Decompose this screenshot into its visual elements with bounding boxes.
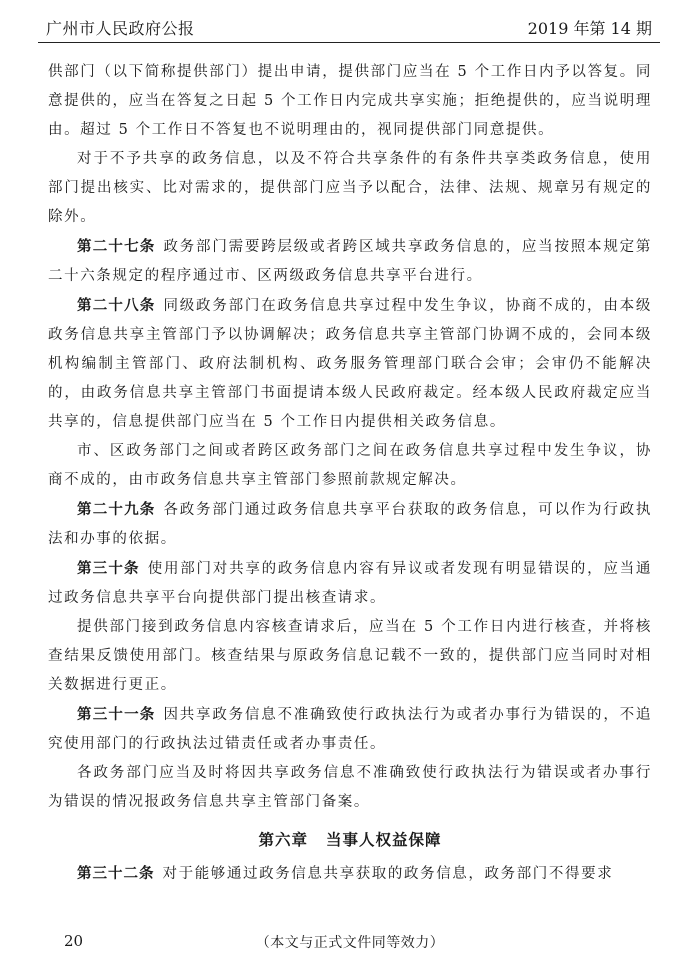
paragraph-text: 供部门（以下简称提供部门）提出申请，提供部门应当在 5 个工作日内予以答复。同意提供的，应当在答复之日起 5 个工作日内完成共享实施；拒绝提供的，应当说明理由。超过 5 个工作日不答复也不说明理由的，视同提供部门同意提供。 bbox=[48, 64, 652, 138]
paragraph-text: 政务部门需要跨层级或者跨区域共享政务信息的，应当按照本规定第二十六条规定的程序通过市、区两级政务信息共享平台进行。 bbox=[48, 239, 653, 284]
paragraph bbox=[48, 554, 652, 613]
article-number: 第三十一条 bbox=[77, 706, 156, 723]
paragraph bbox=[48, 495, 652, 554]
paragraph-text: 使用部门对共享的政务信息内容有异议或者发现有明显错误的，应当通过政务信息共享平台向提供部门提出核查请求。 bbox=[48, 561, 652, 606]
paragraph bbox=[48, 759, 652, 817]
paragraph bbox=[48, 700, 652, 759]
paragraph bbox=[48, 232, 652, 291]
footer-note: （本文与正式文件同等效力） bbox=[255, 935, 445, 951]
paragraph bbox=[48, 291, 652, 437]
article-number: 第二十七条 bbox=[77, 238, 156, 255]
paragraph-list bbox=[48, 58, 652, 817]
paragraph-text: 对于不予共享的政务信息，以及不符合共享条件的有条件共享类政务信息，使用部门提出核实、比对需求的，提供部门应当予以配合，法律、法规、规章另有规定的除外。 bbox=[48, 151, 652, 225]
paragraph bbox=[48, 58, 652, 145]
paragraph-text: 提供部门接到政务信息内容核查请求后，应当在 5 个工作日内进行核查，并将核查结果反馈使用部门。核查结果与原政务信息记载不一致的，提供部门应当同时对相关数据进行更正。 bbox=[48, 619, 652, 693]
paragraph-text: 各政务部门应当及时将因共享政务信息不准确致使行政执法行为错误或者办事行为错误的情况报政务信息共享主管部门备案。 bbox=[48, 765, 652, 810]
paragraph bbox=[48, 145, 652, 232]
paragraph-text: 因共享政务信息不准确致使行政执法行为或者办事行为错误的，不追究使用部门的行政执法过错责任或者办事责任。 bbox=[48, 707, 653, 752]
paragraph bbox=[48, 613, 652, 700]
paragraph bbox=[48, 437, 652, 495]
paragraph-text: 各政务部门通过政务信息共享平台获取的政务信息，可以作为行政执法和办事的依据。 bbox=[48, 502, 653, 547]
article-number: 第三十条 bbox=[77, 560, 140, 577]
paragraph-text: 对于能够通过政务信息共享获取的政务信息，政务部门不得要求 bbox=[162, 866, 614, 882]
document-body bbox=[48, 58, 652, 889]
paragraph-text: 同级政务部门在政务信息共享过程中发生争议，协商不成的，由本级政务信息共享主管部门予以协调解决；政务信息共享主管部门协调不成的，会同本级机构编制主管部门、政府法制机构、政务服务管理部门联合会审；会审仍不能解决的，由政务信息共享主管部门书面提请本级人民政府裁定。经本级人民政府裁定应当共享的，信息提供部门应当在 5 个工作日内提供相关政务信息。 bbox=[48, 298, 653, 430]
chapter-number: 第六章 bbox=[258, 830, 308, 849]
paragraph bbox=[48, 859, 652, 889]
issue-number: 2019 年第 14 期 bbox=[527, 19, 652, 38]
publication-title: 广州市人民政府公报 bbox=[46, 19, 195, 38]
page-header bbox=[38, 10, 660, 43]
article-number: 第二十八条 bbox=[77, 297, 156, 314]
article-number: 第三十二条 bbox=[77, 865, 155, 882]
page-number: 20 bbox=[64, 932, 84, 950]
article-number: 第二十九条 bbox=[77, 501, 156, 518]
chapter-heading bbox=[48, 823, 652, 857]
chapter-title: 当事人权益保障 bbox=[326, 830, 442, 849]
paragraph-text: 市、区政务部门之间或者跨区政务部门之间在政务信息共享过程中发生争议，协商不成的，由市政务信息共享主管部门参照前款规定解决。 bbox=[48, 443, 652, 488]
